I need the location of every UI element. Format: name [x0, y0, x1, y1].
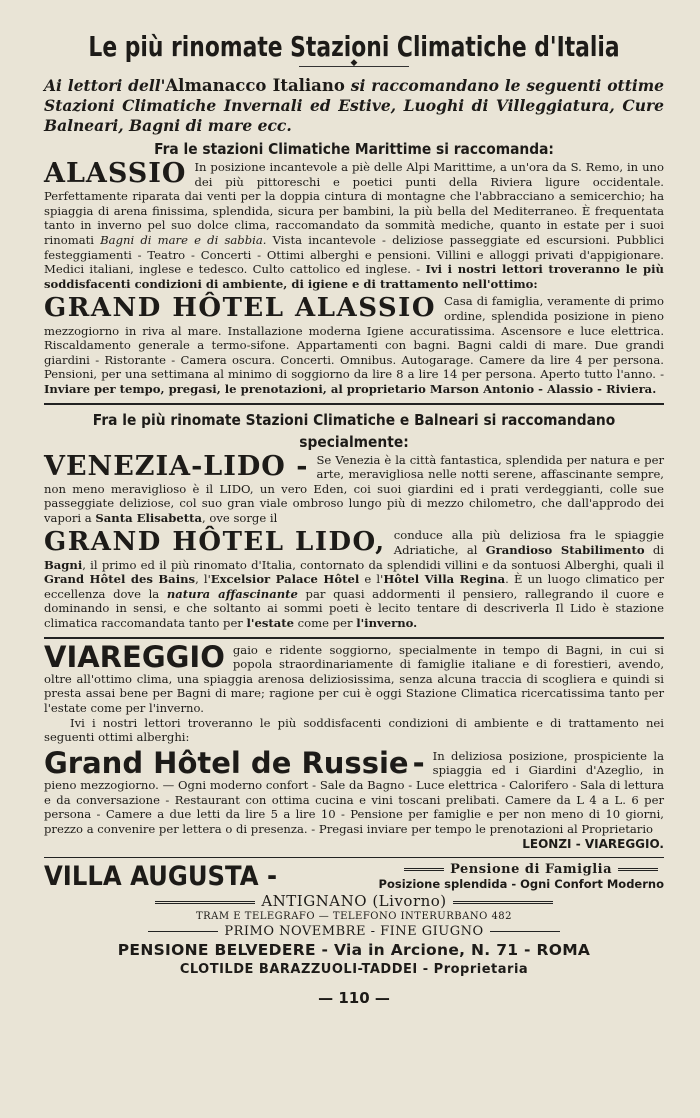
antignano-line: [44, 892, 664, 910]
grand-hotel-russie-text: In deliziosa posizione, prospiciente la spiaggia ed i Giardini d'Azeglio, in pieno mezzogiorno. — Ogni moderno confort - Sale da Bagno - Luce elettrica - Calorifero - Sala di lettura e da conversazione - Restaurant con ottima cucina e vini toscani prelibati. Camere da L 4 a L. 6 per persona - Camere a due letti da lire 5 a lire 10 - Pensione per famiglie e per non meno di 10 giorni, prezzo a convenire per lettera o di presenza. - Pregasi inviare per tempo le prenotazioni al Proprietario: [44, 748, 664, 836]
line-ornament: [404, 868, 444, 871]
grand-hotel-alassio-ad: [44, 294, 664, 396]
venezia-lido-text-2: , ove sorge il: [202, 510, 278, 525]
alassio-name: ALASSIO: [44, 158, 187, 189]
page-number: — 110 —: [318, 989, 390, 1008]
viareggio-name: VIAREGGIO: [44, 639, 225, 674]
russie-signature: LEONZI - VIAREGGIO.: [522, 837, 664, 852]
lido-b3: Grand Hôtel des Bains: [44, 572, 196, 587]
intro-after: si raccomandano le seguenti ottime Stazioni Climatiche Invernali ed Estive, Luoghi di Villeggiatura, Cure Balneari, Bagni di mare ecc.: [44, 76, 665, 135]
season-text: PRIMO NOVEMBRE - FINE GIUGNO: [224, 924, 484, 940]
grand-hotel-russie-ad: [44, 745, 664, 837]
villa-augusta-details: [283, 862, 664, 891]
line-ornament: [490, 931, 560, 932]
divider: [44, 403, 664, 405]
alassio-italic: Bagni di mare e di sabbia.: [100, 232, 267, 247]
lido-b6: l'estate: [246, 616, 294, 631]
villa-augusta-line1: [283, 862, 664, 877]
alassio-text-2: Vista incantevole - deliziose passeggiate ed escursioni. Pubblici festeggiamenti - Teatro - Concerti - Ottimi alberghi e pensioni. Villini e alloggi privati d'appigionare. Medici italiani, inglese e tedesco. Culto cattolico ed inglese. -: [44, 232, 664, 277]
venezia-lido-ad: [44, 450, 664, 526]
line-ornament: [148, 931, 218, 932]
lido-b7: l'inverno.: [356, 616, 418, 631]
grand-hotel-russie-name: Grand Hôtel de Russie: [44, 745, 409, 780]
alassio-ad: [44, 160, 664, 291]
grand-hotel-alassio-name: GRAND HÔTEL ALASSIO: [44, 293, 436, 324]
divider: [44, 857, 664, 858]
villa-augusta-ad: [44, 862, 664, 892]
villa-augusta-name: VILLA AUGUSTA -: [44, 861, 278, 893]
lido-italic: natura affascinante: [166, 586, 298, 601]
intro-almanacco: Almanacco Italiano: [165, 76, 345, 95]
line-ornament: [155, 901, 255, 904]
lido-t8: come per: [294, 616, 357, 631]
villa-augusta-line2: Posizione splendida - Ogni Confort Moderno: [378, 877, 664, 892]
section-balneari-heading: Fra le più rinomate Stazioni Climatiche e Balneari si raccomandano specialmente:: [92, 410, 616, 451]
grand-hotel-lido-ad: [44, 528, 664, 630]
lido-b2: Bagni: [44, 557, 83, 572]
lido-t6: . È un luogo climatico per eccellenza dove la: [44, 572, 664, 601]
line-ornament: [453, 901, 553, 904]
intro-before: Ai lettori dell': [44, 76, 166, 95]
venezia-lido-text: Se Venezia è la città fantastica, splendida per natura e per arte, meravigliosa nelle notti serene, affascinante sempre, non meno meraviglioso è il LIDO, un vero Eden, coi suoi giardini ed i prati verdeggianti, colle sue passeggiate deliziose, col suo gran viale ombroso lungo più di mezzo chilometro, che dall'approdo dei vapori a: [44, 452, 664, 525]
intro-paragraph: [44, 76, 664, 136]
lido-t2: di: [644, 543, 664, 558]
page-title: Le più rinomate Stazioni Climatiche d'Italia: [88, 30, 620, 63]
viareggio-text-2: Ivi i nostri lettori troveranno le più soddisfacenti condizioni di ambiente e di trattamento nei seguenti ottimi alberghi:: [44, 715, 664, 745]
lido-t5: e l': [359, 572, 384, 587]
lido-t3: , il primo ed il più rinomato d'Italia, contornato da splendidi villini e da sontuosi Alberghi, quali il: [82, 557, 664, 572]
viareggio-ad-2: [44, 716, 664, 745]
alassio-bold: Ivi i nostri lettori troveranno le più soddisfacenti condizioni di ambiente, di igiene e di trattamento nell'ottimo:: [44, 262, 664, 291]
lido-t1: conduce alla più deliziosa fra le spiaggie Adriatiche, al: [393, 528, 664, 558]
lido-t7: par quasi addormenti il pensiero, rallegrando il cuore e dominando in sensi, e che soltanto ai sommi poeti è lecito tentare di descriverla Il Lido è stazione climatica raccomandata tanto per: [44, 586, 664, 631]
section-maritime-heading: Fra le stazioni Climatiche Marittime si raccomanda:: [154, 140, 554, 158]
lido-b4: Excelsior Palace Hôtel: [210, 572, 360, 587]
belvedere-line: PENSIONE BELVEDERE - Via in Arcione, N. 71 - ROMA: [117, 941, 591, 960]
venezia-lido-bold: Santa Elisabetta: [95, 510, 203, 525]
lido-b5: Hôtel Villa Regina: [383, 572, 506, 587]
alassio-text: In posizione incantevole a piè delle Alpi Marittime, a un'ora da S. Remo, in uno dei più pittoreschi e poetici punti della Riviera ligure occidentale. Perfettamente riparata dai venti per la doppia cintura di montagne che l'abbracciano a semicerchio; ha spiaggia di arena finissima, splendida, sicura per bambini, la più bella del Mediterraneo. È frequentata tanto in inverno pel suo dolce clima, raccomandato da sommità mediche, quanto in estate per i suoi rinomati: [44, 160, 664, 247]
viareggio-ad: [44, 639, 664, 716]
viareggio-text: gaio e ridente soggiorno, specialmente in tempo di Bagni, in cui si popola straordinariamente di famiglie italiane e di forestieri, avendo, oltre all'ottimo clima, una spiaggia arenosa deliziosissima, senza alcuna traccia di scogliera e quindi si presta assai bene per Bagni di mare; ragione per cui è oggi Stazione Climatica ricercatissima tanto per l'estate come per l'inverno.: [44, 642, 664, 715]
lido-b1: Grandioso Stabilimento: [485, 543, 645, 558]
grand-hotel-alassio-bold: Inviare per tempo, pregasi, le prenotazioni, al proprietario Marson Antonio - Alassio - Riviera.: [44, 381, 657, 396]
antignano-text: ANTIGNANO (Livorno): [261, 892, 447, 911]
venezia-lido-name: VENEZIA-LIDO -: [44, 450, 309, 482]
grand-hotel-russie-dash: -: [412, 745, 425, 780]
villa-l1-text: Pensione di Famiglia: [450, 862, 612, 878]
line-ornament: [618, 868, 658, 871]
season-line: [44, 924, 664, 940]
title-ornament: [299, 64, 409, 70]
grand-hotel-lido-name: GRAND HÔTEL LIDO,: [44, 527, 386, 558]
divider: [44, 637, 664, 639]
lido-t4: , l': [195, 572, 211, 587]
tram-line: TRAM E TELEGRAFO — TELEFONO INTERURBANO 482: [195, 911, 513, 923]
proprietaria-line: CLOTILDE BARAZZUOLI-TADDEI - Proprietaria: [179, 962, 529, 978]
grand-hotel-alassio-text: Casa di famiglia, veramente di primo ordine, splendida posizione in pieno mezzogiorno in riva al mare. Installazione moderna Igiene accuratissima. Ascensore e luce elettrica. Riscaldamento generale a termo-sifone. Appartamenti con bagni. Bagni caldi di mare. Due grandi giardini - Ristorante - Camera oscura. Concerti. Omnibus. Autogarage. Camere da lire 4 per persona. Pensioni, per una settimana al minimo di soggiorno da lire 8 a lire 14 per persona. Aperto tutto l'anno. -: [44, 294, 664, 382]
page: [44, 30, 664, 1007]
